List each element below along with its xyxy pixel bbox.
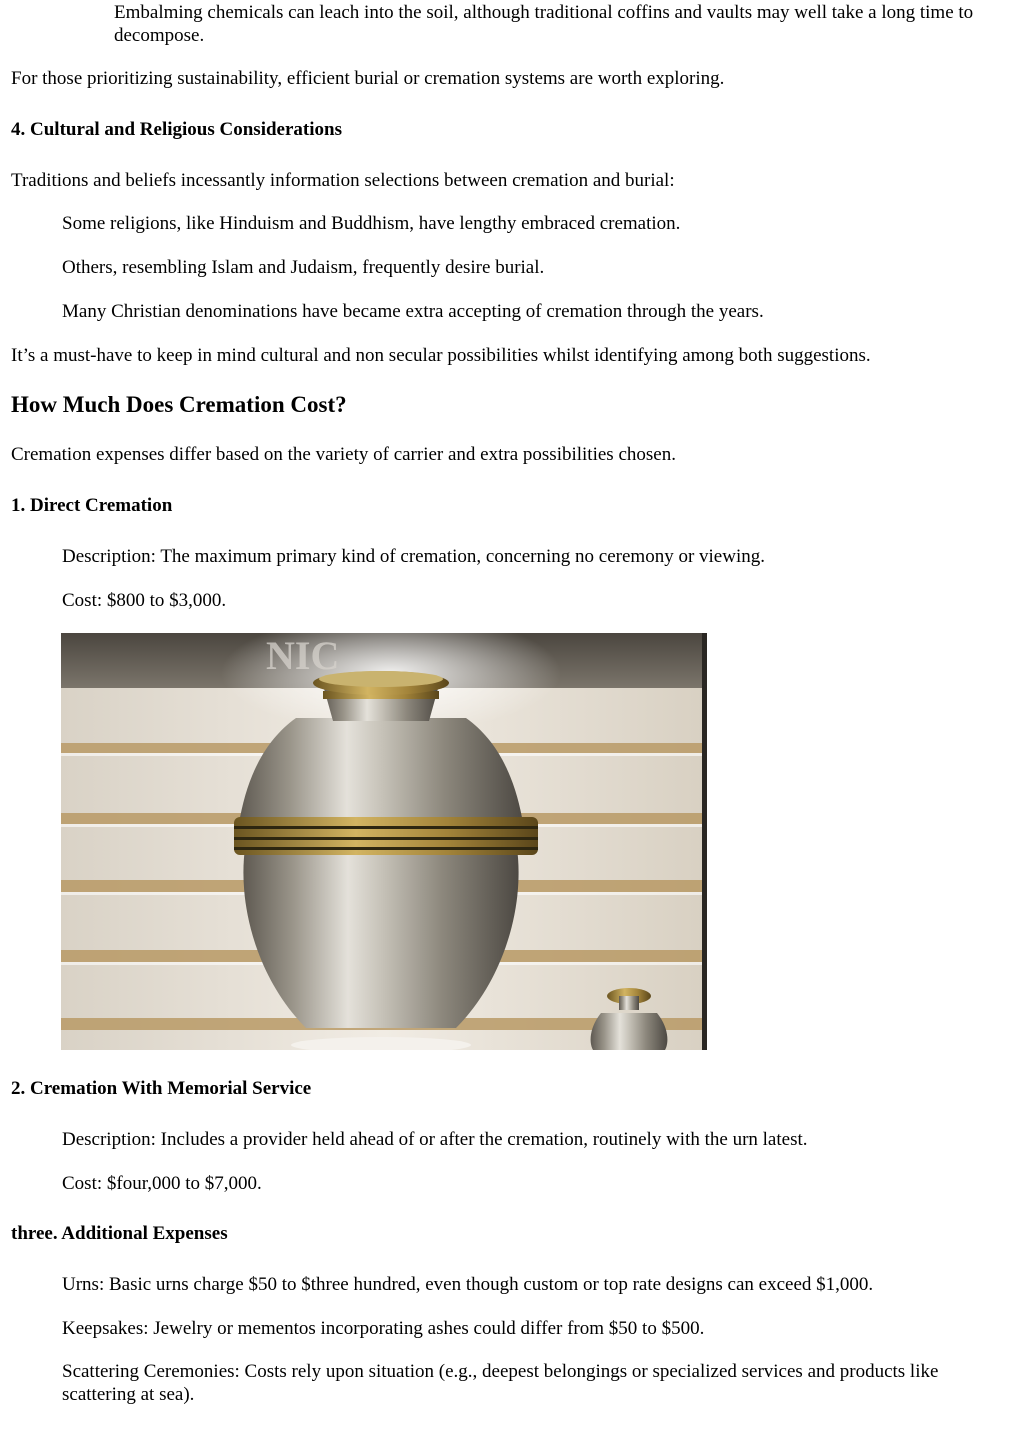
paragraph-sustainability: For those prioritizing sustainability, efficient burial or cremation systems are worth exploring. bbox=[11, 68, 725, 89]
sign-text: NIC bbox=[266, 633, 340, 678]
heading-cultural-considerations: 4. Cultural and Religious Considerations bbox=[11, 119, 342, 140]
list-item-religion-1: Some religions, like Hinduism and Buddhism, have lengthy embraced cremation. bbox=[62, 213, 681, 234]
paragraph-cultural-closing: It’s a must-have to keep in mind cultural and non secular possibilities whilst identifying among both suggestions. bbox=[11, 345, 871, 366]
list-item-embalming: Embalming chemicals can leach into the soil, although traditional coffins and vaults may well take a long time to decompose. bbox=[114, 2, 974, 46]
heading-memorial-service: 2. Cremation With Memorial Service bbox=[11, 1078, 312, 1099]
heading-additional-expenses: three. Additional Expenses bbox=[11, 1223, 228, 1244]
list-item-urns: Urns: Basic urns charge $50 to $three hundred, even though custom or top rate designs can exceed $1,000. bbox=[62, 1274, 874, 1295]
list-item-direct-description: Description: The maximum primary kind of cremation, concerning no ceremony or viewing. bbox=[62, 546, 765, 567]
list-item-direct-cost: Cost: $800 to $3,000. bbox=[62, 590, 227, 611]
list-item-memorial-description: Description: Includes a provider held ahead of or after the cremation, routinely with the urn latest. bbox=[62, 1129, 808, 1150]
list-item-keepsakes: Keepsakes: Jewelry or mementos incorporating ashes could differ from $50 to $500. bbox=[62, 1318, 705, 1339]
paragraph-traditions: Traditions and beliefs incessantly information selections between cremation and burial: bbox=[11, 170, 675, 191]
list-item-scattering: Scattering Ceremonies: Costs rely upon situation (e.g., deepest belongings or specialized services and products like scattering at sea). bbox=[62, 1361, 939, 1405]
list-item-memorial-cost: Cost: $four,000 to $7,000. bbox=[62, 1173, 262, 1194]
paragraph-cost-intro: Cremation expenses differ based on the variety of carrier and extra possibilities chosen. bbox=[11, 444, 676, 465]
list-item-religion-3: Many Christian denominations have became extra accepting of cremation through the years. bbox=[62, 301, 764, 322]
urn-photo bbox=[61, 633, 707, 1050]
list-item-religion-2: Others, resembling Islam and Judaism, frequently desire burial. bbox=[62, 257, 545, 278]
heading-direct-cremation: 1. Direct Cremation bbox=[11, 495, 173, 516]
heading-cremation-cost: How Much Does Cremation Cost? bbox=[11, 392, 347, 417]
